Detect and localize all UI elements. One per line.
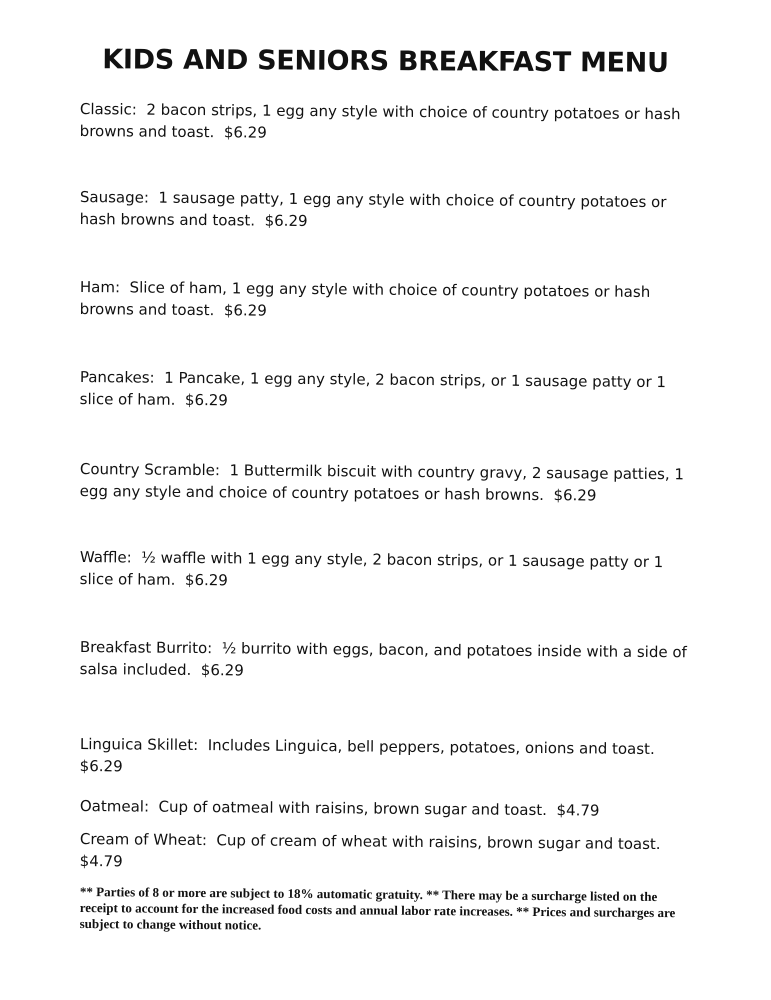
menu-item-price: $6.29 — [200, 661, 244, 680]
menu-item-oatmeal — [80, 795, 690, 822]
menu-item-price: $6.29 — [223, 301, 267, 320]
menu-item-description: ½ burrito with eggs, bacon, and potatoes inside with a side of salsa included. — [79, 639, 687, 679]
menu-item-cream-of-wheat — [80, 828, 690, 877]
menu-item-description: 1 Pancake, 1 egg any style, 2 bacon strips, or 1 sausage patty or 1 slice of ham. — [79, 368, 667, 409]
menu-item-name: Linguica Skillet: — [79, 734, 199, 755]
menu-item-name: Pancakes: — [79, 367, 155, 387]
menu-title: KIDS AND SENIORS BREAKFAST MENU — [102, 44, 669, 79]
menu-item-price: $4.79 — [79, 851, 123, 871]
menu-item-description: Includes Linguica, bell peppers, potatoes, onions and toast. — [207, 736, 655, 759]
menu-item-price: $6.29 — [553, 486, 597, 505]
menu-item-waffle — [80, 546, 690, 595]
gratuity-footnote: ** Parties of 8 or more are subject to 18% automatic gratuity. ** There may be a surcharge listed on the receipt to account for the increased food costs and annual labor rate increases. ** Prices and surcharges are subject to change without notice. — [79, 884, 676, 933]
menu-item-price: $6.29 — [264, 211, 308, 230]
menu-item-linguica-skillet — [80, 733, 690, 782]
menu-item-sausage — [80, 186, 690, 235]
menu-item-price: $6.29 — [223, 123, 267, 142]
menu-item-name: Breakfast Burrito: — [79, 637, 213, 658]
menu-item-name: Oatmeal: — [79, 796, 150, 816]
menu-item-description: Slice of ham, 1 egg any style with choice of country potatoes or hash browns and toast. — [79, 278, 651, 320]
menu-item-name: Waffle: — [79, 547, 132, 567]
menu-item-country-scramble — [80, 458, 690, 507]
menu-item-name: Classic: — [79, 99, 137, 119]
menu-item-pancakes — [80, 366, 690, 415]
menu-item-price: $6.29 — [184, 570, 228, 590]
menu-item-name: Sausage: — [79, 187, 150, 207]
menu-item-ham — [80, 276, 690, 325]
menu-item-description: Cup of cream of wheat with raisins, brown sugar and toast. — [216, 831, 661, 854]
menu-item-price: $6.29 — [184, 390, 228, 410]
menu-item-classic — [80, 98, 690, 147]
menu-item-name: Country Scramble: — [79, 459, 221, 480]
menu-item-description: 1 Buttermilk biscuit with country gravy, 2 sausage patties, 1 egg any style and choice of country potatoes or hash browns. — [79, 461, 685, 505]
menu-item-description: ½ waffle with 1 egg any style, 2 bacon strips, or 1 sausage patty or 1 slice of ham. — [79, 548, 664, 589]
menu-item-description: 1 sausage patty, 1 egg any style with choice of country potatoes or hash browns and toast. — [79, 188, 667, 230]
menu-item-description: Cup of oatmeal with raisins, brown sugar and toast. — [158, 797, 548, 820]
menu-item-breakfast-burrito — [80, 636, 690, 685]
menu-item-price: $6.29 — [79, 756, 123, 776]
menu-item-description: 2 bacon strips, 1 egg any style with choice of country potatoes or hash browns and toast. — [79, 100, 681, 142]
menu-item-name: Cream of Wheat: — [79, 829, 208, 850]
menu-item-price: $4.79 — [556, 801, 600, 820]
menu-item-name: Ham: — [79, 277, 121, 297]
